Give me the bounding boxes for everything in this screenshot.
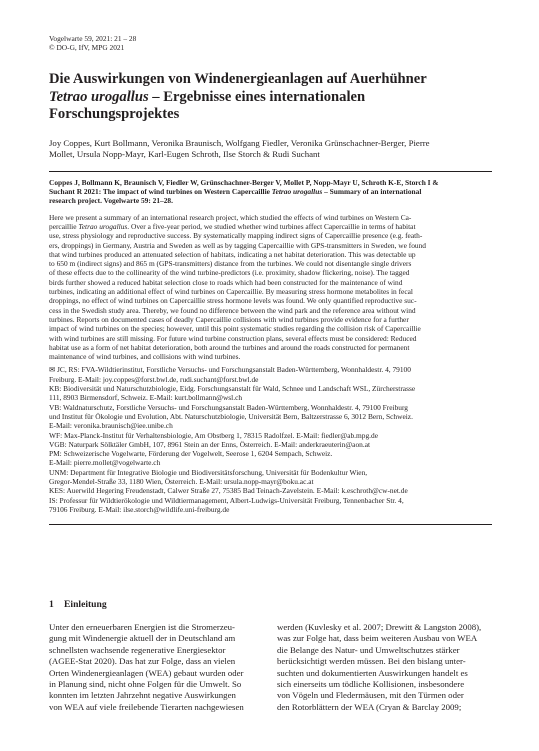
affiliation-line: KES: Auerwild Hegering Freudenstadt, Calwer Straße 27, 75385 Bad Teinach-Zavelstein. E-Mail: k.eschroth@cw-net.de	[49, 486, 408, 496]
affiliation-line: VGB: Naturpark Sölktäler GmbH, 107, 8961 Stein an der Enns, Österreich. E-Mail: anderkraeuterin@aon.at	[49, 439, 371, 449]
affiliation-line: Gregor-Mendel-Straße 33, 1180 Wien, Österreich. E-Mail: ursula.nopp-mayr@boku.ac.at	[49, 476, 314, 486]
citation: Coppes J, Bollmann K, Braunisch V, Fiedler W, Grünschachner-Berger V, Mollet P, Nopp-Mayr U, Schroth K-E, Storch I & Suchant R 2021: The impact of wind turbines on Western Capercaillie Tetrao urogallus – Summary of an international research project. Vogelwarte 59: 21–28.	[49, 177, 439, 206]
body-column-right	[277, 622, 492, 713]
body-line: (AGEE-Stat 2020). Das hat zur Folge, dass an vielen	[49, 656, 236, 667]
affiliation-line: 111, 8903 Birmensdorf, Schweiz. E-Mail: kurt.bollmann@wsl.ch	[49, 393, 243, 403]
journal-copyright: © DO-G, IfV, MPG 2021	[49, 43, 125, 52]
affiliation-line: ✉ JC, RS: FVA-Wildtierinstitut, Forstliche Versuchs- und Forschungsanstalt Baden-Württemberg, Wonnhaldestr. 4, 79100	[49, 365, 411, 375]
affiliation-line: E-Mail: veronika.braunisch@iee.unibe.ch	[49, 421, 173, 431]
affiliation-line: VB: Waldnaturschutz, Forstliche Versuchs- und Forschungsanstalt Baden-Württemberg, Wonnhaldestr. 4, 79100 Freiburg	[49, 402, 408, 412]
body-line: in Planung sind, nicht ohne Folgen für die Umwelt. So	[49, 679, 242, 690]
body-line: konnten im letzten Jahrzehnt negative Auswirkungen	[49, 690, 236, 701]
affiliation-line: 79106 Freiburg. E-Mail: ilse.storch@wildlife.uni-freiburg.de	[49, 504, 230, 514]
author-list: Joy Coppes, Kurt Bollmann, Veronika Braunisch, Wolfgang Fiedler, Veronika Grünschachner-Berger, Pierre Mollet, Ursula Nopp-Mayr, Karl-Eugen Schroth, Ilse Storch & Rudi Suchant	[49, 137, 430, 160]
species-name: Tetrao urogallus	[49, 88, 149, 105]
divider	[49, 171, 492, 172]
body-line: werden (Kuvlesky et al. 2007; Drewitt & Langston 2008),	[277, 622, 482, 632]
affiliation-line: und Institut für Ökologie und Evolution, Abt. Naturschutzbiologie, Universität Bern, Baltzerstrasse 6, 3012 Bern, Schweiz.	[49, 411, 413, 421]
section-number: 1	[49, 599, 54, 610]
section-title: Einleitung	[64, 599, 107, 610]
body-line: suchten und dokumentierten Auswirkungen handelt es	[277, 667, 468, 678]
body-line: von WEA auf viele freilebende Tierarten nachgewiesen	[49, 701, 244, 712]
affiliation-line: UNM: Department für Integrative Biologie und Biodiversitätsforschung, Universität für Bodenkultur Wien,	[49, 467, 368, 477]
journal-volume: Vogelwarte 59, 2021: 21 – 28	[49, 34, 137, 43]
body-line: schnellsten wachsende regenerative Energiesektor	[49, 644, 226, 655]
body-line: was zur Folge hat, dass beim weiteren Ausbau von WEA	[277, 633, 478, 644]
body-line: von Vögeln und Fledermäusen, mit den Türmen oder	[277, 690, 464, 701]
section-heading	[49, 599, 107, 610]
body-line: sich einerseits um tödliche Kollisionen, insbesondere	[277, 679, 465, 690]
journal-info	[49, 34, 492, 52]
affiliation-line: IS: Professur für Wildtierökologie und Wildtiermanagement, Albert-Ludwigs-Universität Freiburg, Tennenbacher Str. 4,	[49, 495, 404, 505]
body-line: Unter den erneuerbaren Energien ist die Stromerzeu-	[49, 622, 235, 632]
affiliation-line: WF: Max-Planck-Institut für Verhaltensbiologie, Am Obstberg 1, 78315 Radolfzel. E-Mail: fiedler@ab.mpg.de	[49, 430, 378, 440]
affiliation-line: PM: Schweizerische Vogelwarte, Förderung der Vogelwelt, Seerose 1, 6204 Sempach, Schweiz.	[49, 449, 333, 459]
body-line: Orten Windenergieanlagen (WEA) gebaut wurden oder	[49, 667, 244, 678]
body-line: den Rotorblättern der WEA (Cryan & Barclay 2009;	[277, 701, 462, 712]
affiliations	[49, 365, 492, 514]
body-line: die Belange des Natur- und Umweltschutzes stärker	[277, 644, 460, 655]
affiliation-line: KB: Biodiversität und Naturschutzbiologie, Eidg. Forschungsanstalt für Wald, Schnee und Landschaft WSL, Zürcherstrasse	[49, 384, 416, 394]
divider	[49, 524, 492, 525]
affiliation-line: E-Mail: pierre.mollet@vogelwarte.ch	[49, 458, 161, 468]
abstract: Here we present a summary of an international research project, which studied the effects of wind turbines on Western Ca- percaillie Tetrao urogallus. Over a five-year period, we studied whether wind turbines affect Capercaillie in terms of habitat use, stress physiology and reproductive success. By systematically mapping indirect signs of Capercaillie presence (e.g. feath- ers, droppings) in Germany, Austria and Sweden as well as by tagging Capercaillie with GPS-transmitters in Sweden, we found that wind turbines produced an attenuated selection of habitats, indicating a net habitat deterioration. This was detectable up to 650 m (indirect signs) and 865 m (GPS-transmitters) distance from the turbines. We could not disentangle single drivers of these effects due to the collinearity of the wind turbine-predictors (i.e. proximity, shadow flickering, noise). The tagged birds further showed a reduced habitat selection close to roads which had been constructed for the maintenance of wind turbines, indicating an additional effect of wind turbines on Capercaillie. By measuring stress hormone metabolites in fecal droppings, no effect of wind turbines on Capercaillie stress hormone levels was found. We only quantified reproductive suc- cess in the Swedish study area. Thereby, we found no difference between the wind park and the reference area without wind turbines. Reports on documented cases of deadly Capercaillie collisions with wind turbines provide evidence for a further impact of wind turbines on the species; however, until this point systematic studies regarding the collision risk of Capercaillie with wind turbines are still missing. For future wind turbine construction plans, several effects must be considered: Reduced habitat use as a form of net habitat deterioration, both around the turbines and around the roads constructed for permanent maintenance of wind turbines, and collisions with wind turbines.	[49, 212, 426, 362]
body-line: gung mit Windenergie aktuell der in Deutschland am	[49, 633, 236, 644]
body-line: berücksichtigt werden müssen. Bei den bislang unter-	[277, 656, 466, 667]
article-page	[49, 34, 492, 525]
article-title: Die Auswirkungen von Windenergieanlagen auf Auerhühner Tetrao urogallus – Ergebnisse eines internationalen Forschungsprojektes	[49, 71, 427, 123]
affiliation-line: Freiburg. E-Mail: joy.coppes@forst.bwl.de, rudi.suchant@forst.bwl.de	[49, 374, 259, 384]
body-column-left	[49, 622, 264, 713]
